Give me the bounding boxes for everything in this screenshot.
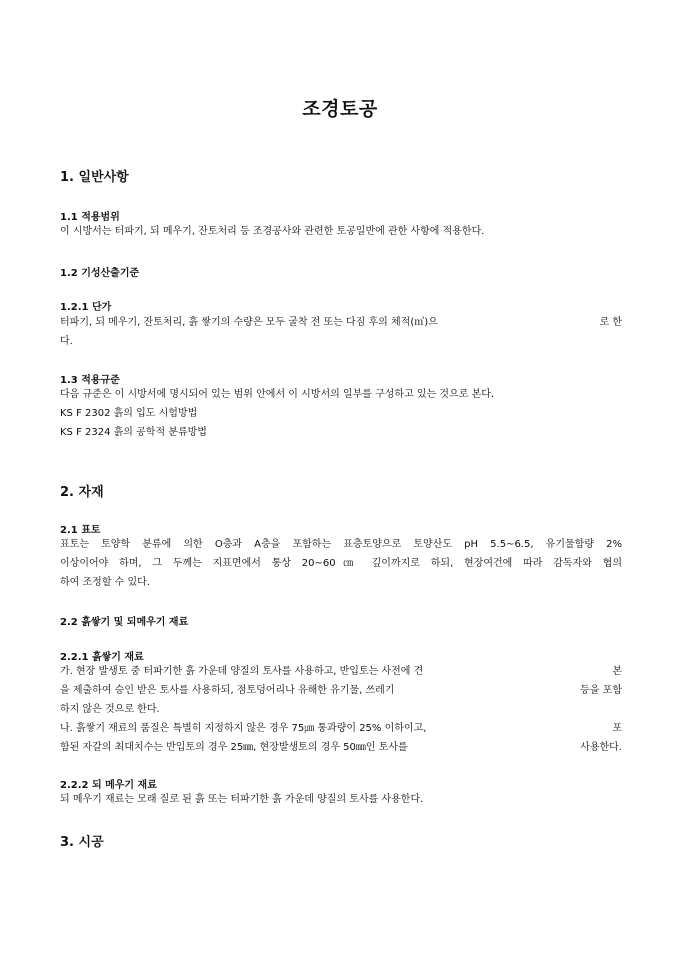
section-2-1-body bbox=[60, 535, 622, 592]
paragraph-line: 다. bbox=[60, 336, 73, 347]
text-fragment: 포 bbox=[612, 723, 622, 734]
paragraph-line: 이 시방서는 터파기, 되 메우기, 잔토처리 등 조경공사와 관련한 토공일반에 관한 사항에 적용한다. bbox=[60, 226, 485, 237]
paragraph-line: 다음 규준은 이 시방서에 명시되어 있는 범위 안에서 이 시방서의 일부를 구성하고 있는 것으로 본다. bbox=[60, 389, 495, 400]
section-2-heading: 2. 자재 bbox=[60, 485, 104, 500]
text-fragment: 로 한 bbox=[599, 317, 622, 328]
text-fragment: 을 제출하여 승인 받은 토사를 사용하되, 점토덩어리나 유해한 유기물, 쓰레기 bbox=[60, 685, 395, 696]
paragraph-line: KS F 2324 흙의 공학적 분류방법 bbox=[60, 427, 207, 438]
paragraph-line bbox=[60, 662, 622, 681]
text-fragment: 나. 흙쌓기 재료의 품질은 특별히 지정하지 않은 경우 75㎛ 통과량이 25% 이하이고, bbox=[60, 723, 427, 734]
paragraph-line: 이상이어야 하며, 그 두께는 지표면에서 통상 20∼60㎝ 깊이까지로 하되, 현장여건에 따라 감독자와 협의 bbox=[60, 558, 622, 569]
paragraph-line: 표토는 토양학 분류에 의한 O층과 A층을 포함하는 표층토양으로 토양산도 pH 5.5∼6.5, 유기물함량 2% bbox=[60, 539, 622, 550]
section-2-2-heading: 2.2 흙쌓기 및 되메우기 재료 bbox=[60, 617, 189, 628]
paragraph-line bbox=[60, 681, 622, 700]
text-fragment: 함된 자갈의 최대치수는 반입토의 경우 25㎜, 현장발생토의 경우 50㎜인 토사를 bbox=[60, 742, 408, 753]
text-fragment: 사용한다. bbox=[580, 742, 622, 753]
paragraph-line: 되 메우기 재료는 모래 질로 된 흙 또는 터파기한 흙 가운데 양질의 토사를 사용한다. bbox=[60, 794, 424, 805]
section-2-2-2-body bbox=[60, 790, 622, 809]
section-1-1-body bbox=[60, 222, 622, 241]
section-1-3-body bbox=[60, 385, 622, 442]
paragraph-line: KS F 2302 흙의 입도 시험방법 bbox=[60, 408, 198, 419]
paragraph-line bbox=[60, 313, 622, 332]
section-1-2-1-heading: 1.2.1 단가 bbox=[60, 302, 112, 313]
paragraph-line bbox=[60, 719, 622, 738]
section-1-2-heading: 1.2 기성산출기준 bbox=[60, 268, 140, 279]
section-2-2-1-body bbox=[60, 662, 622, 757]
section-2-2-1-heading: 2.2.1 흙쌓기 재료 bbox=[60, 652, 144, 663]
text-fragment: 본 bbox=[612, 666, 622, 677]
text-fragment: 터파기, 되 메우기, 잔토처리, 흙 쌓기의 수량은 모두 굴착 전 또는 다짐 후의 체적(㎥)으 bbox=[60, 317, 438, 328]
section-1-3-heading: 1.3 적용규준 bbox=[60, 375, 120, 386]
document-title: 조경토공 bbox=[302, 98, 378, 120]
paragraph-line: 하여 조정할 수 있다. bbox=[60, 577, 150, 588]
section-2-1-heading: 2.1 표토 bbox=[60, 525, 101, 536]
paragraph-line: 하지 않은 것으로 한다. bbox=[60, 704, 160, 715]
paragraph-line bbox=[60, 738, 622, 757]
section-1-1-heading: 1.1 적용범위 bbox=[60, 212, 120, 223]
text-fragment: 가. 현장 발생토 중 터파기한 흙 가운데 양질의 토사를 사용하고, 반입토는 사전에 견 bbox=[60, 666, 424, 677]
section-3-heading: 3. 시공 bbox=[60, 835, 104, 850]
section-2-2-2-heading: 2.2.2 되 메우기 재료 bbox=[60, 780, 157, 791]
text-fragment: 등을 포함 bbox=[580, 685, 622, 696]
section-1-2-1-body bbox=[60, 313, 622, 351]
section-1-heading: 1. 일반사항 bbox=[60, 170, 129, 185]
